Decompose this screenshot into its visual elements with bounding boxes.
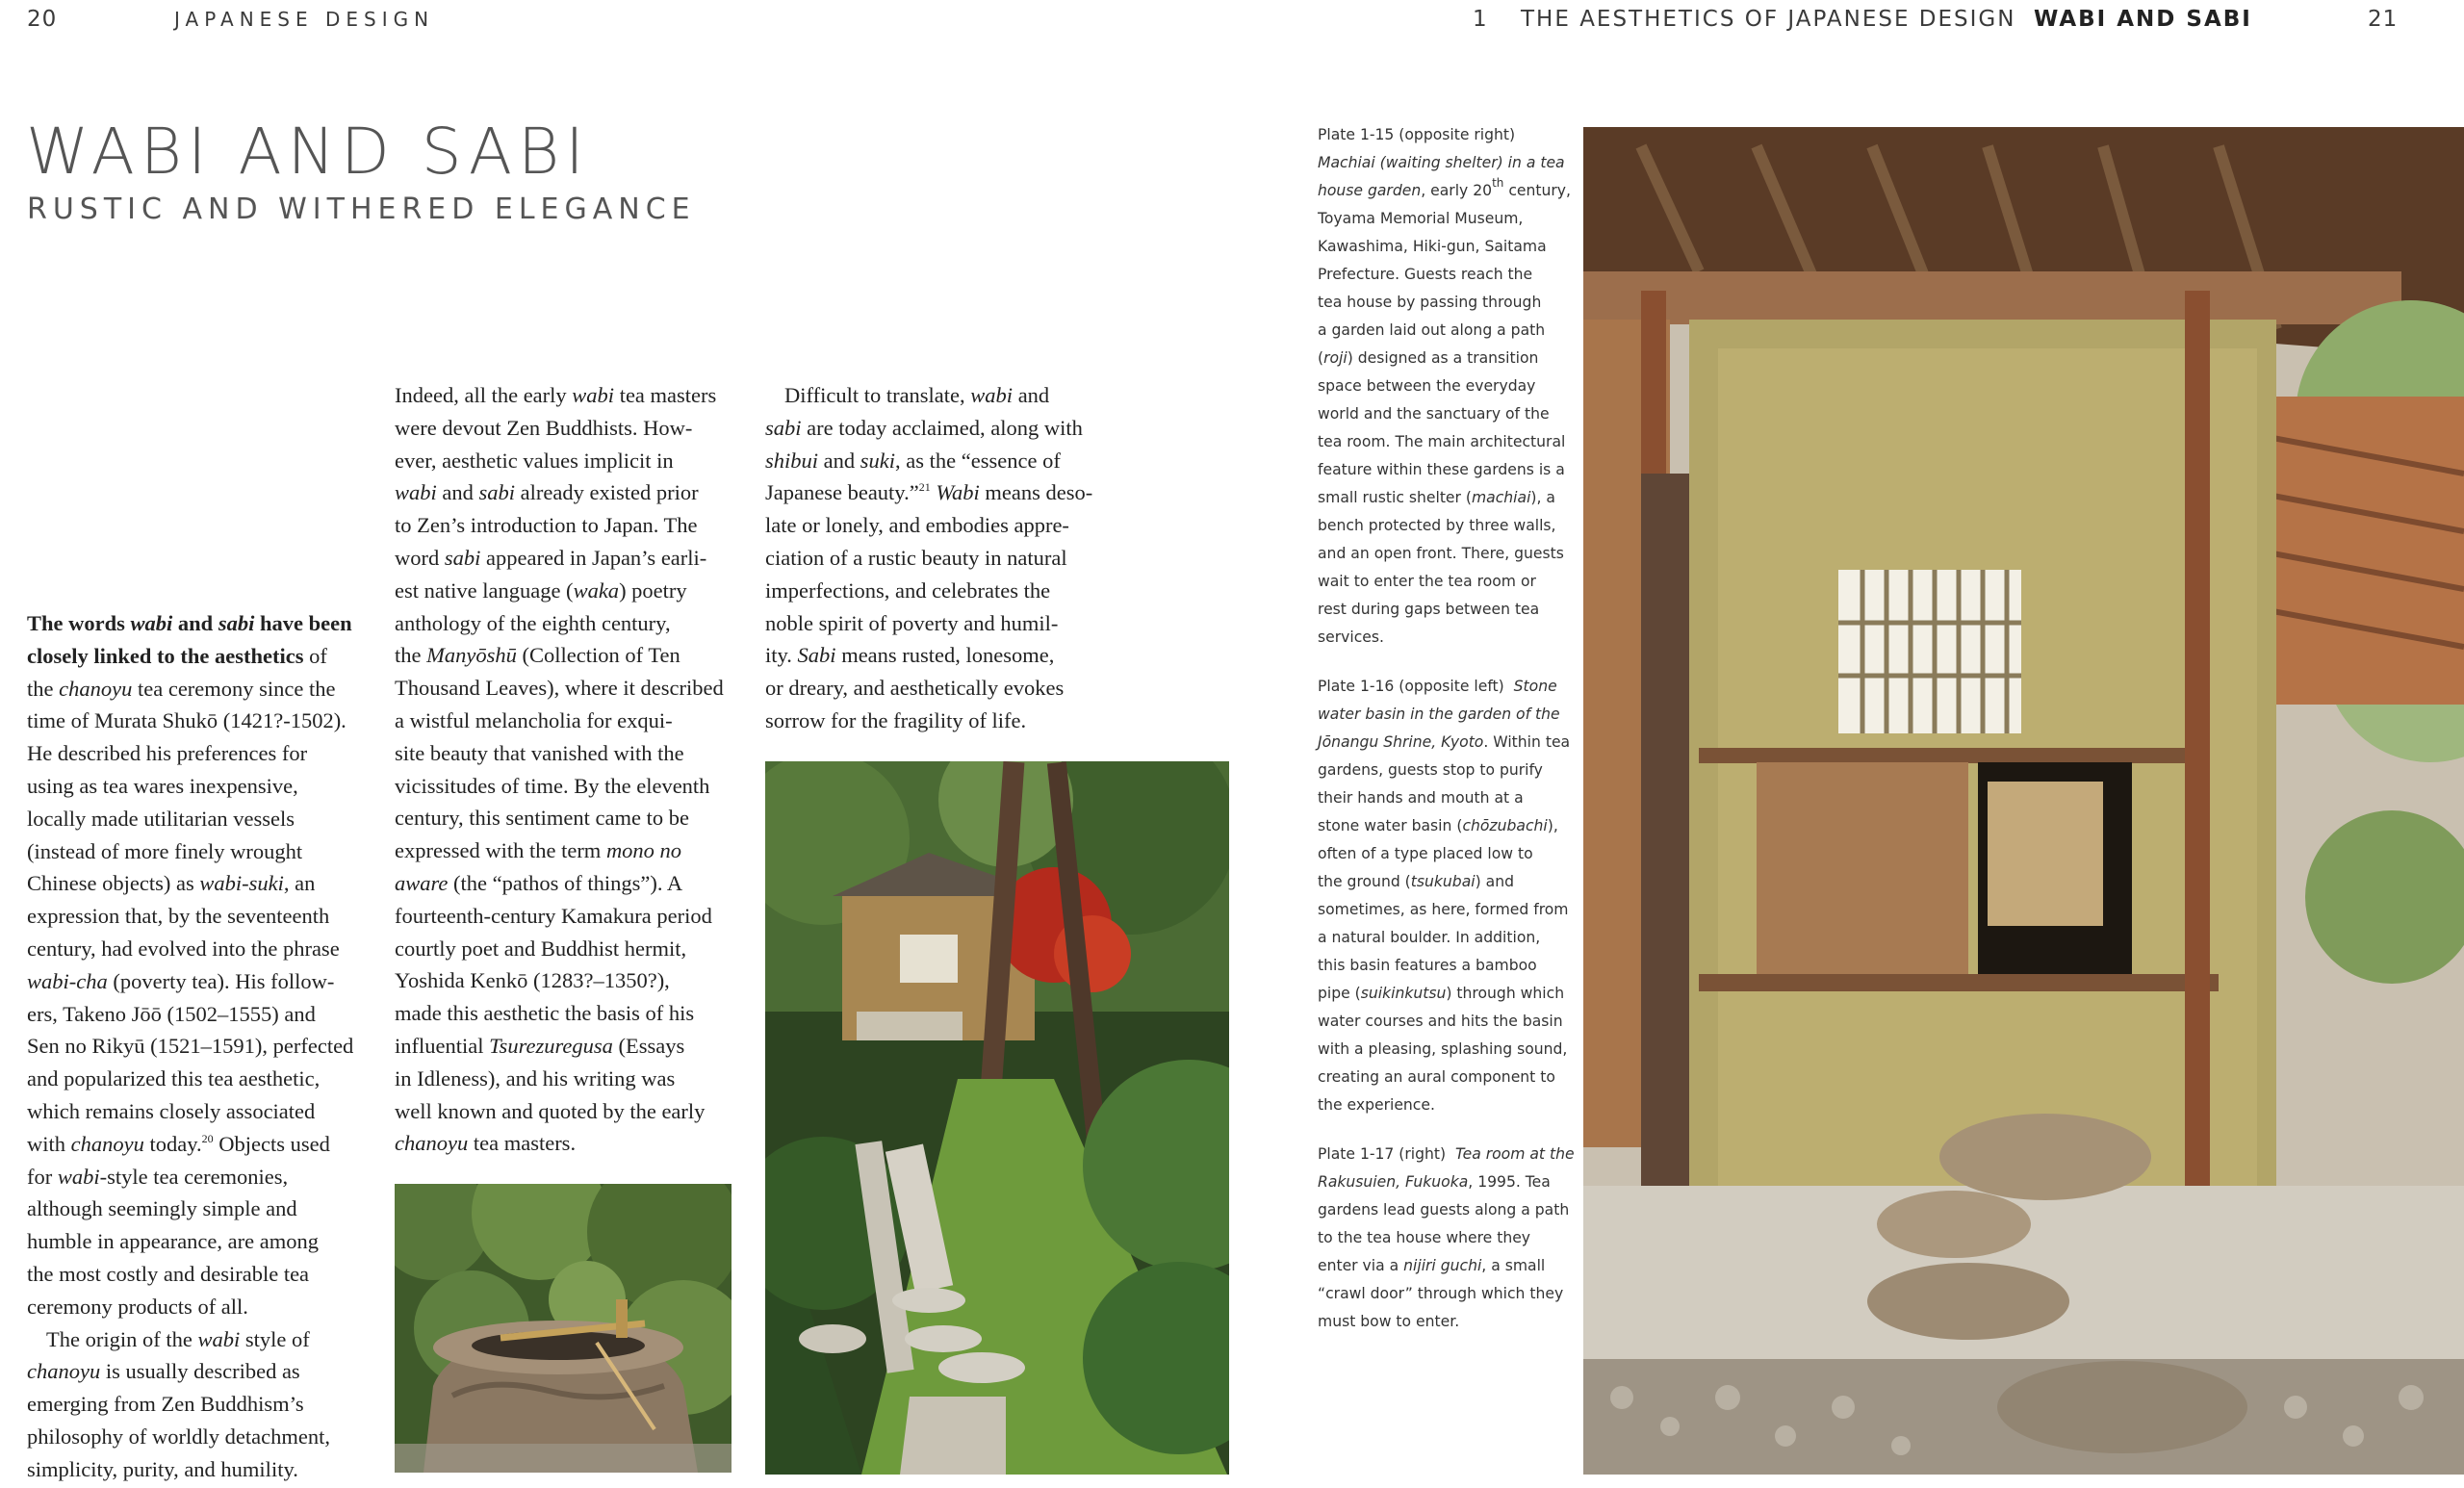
caption-plate-1-17: Plate 1-17 (right) Tea room at the Rakusuien, Fukuoka, 1995. Tea gardens lead guests along a path to the tea house where they enter via a nijiri guchi, a small “crawl door” through which they must bow to enter. xyxy=(1318,1145,1575,1330)
chapter-number: 1 xyxy=(1473,7,1487,32)
running-section-title: WABI AND SABI xyxy=(2034,7,2252,32)
tea-room-illustration xyxy=(1583,127,2464,1475)
body-column-1: The words wabi and sabi have been closely linked to the aesthetics of the chanoyu tea ceremony since the time of Murata Shukō (1421?-1502). He described his preferences for using as tea wares inexpensive, locally made utilitarian vessels (instead of more finely wrought Chinese objects) as wabi-suki, an expression that, by the seventeenth century, had evolved into the phrase wabi-cha (poverty tea). His follow- ers, Takeno Jōō (1502–1555) and Sen no Rikyū (1521–1591), perfected and popularized this tea aesthetic, which remains closely associated with chanoyu today.$^{20}$ Objects used for wabi-style tea ceremonies, although seemingly simple and humble in appearance, are among the most costly and desirable tea ceremony products of all. The origin of the wabi style of chanoyu is usually described as emerging from Zen Buddhism’s philosophy of worldly detachment, simplicity, purity, and humility. xyxy=(27,611,354,1481)
left-page-number: 20 xyxy=(27,7,58,32)
chapter-title: THE AESTHETICS OF JAPANESE DESIGN xyxy=(1521,7,2016,32)
photo-garden-path xyxy=(765,761,1229,1475)
photo-tea-room xyxy=(1583,127,2464,1475)
photo-water-basin xyxy=(395,1184,732,1473)
left-running-head: JAPANESE DESIGN xyxy=(174,8,435,31)
caption-plate-1-16: Plate 1-16 (opposite left) Stone water basin in the garden of the Jōnangu Shrine, Kyoto. Within tea gardens, guests stop to purify their hands and mouth at a stone water basin (chōzubachi), often of a type placed low to the ground (tsukubai) and sometimes, as here, formed from a natural boulder. In addition, this basin features a bamboo pipe (suikinkutsu) through which water courses and hits the basin with a pleasing, splashing sound, creating an aural component to the experience. xyxy=(1318,678,1571,1114)
plate-captions xyxy=(1318,121,1575,1336)
water-basin-illustration xyxy=(395,1184,732,1473)
page-subtitle: RUSTIC AND WITHERED ELEGANCE xyxy=(27,192,696,226)
garden-path-illustration xyxy=(765,761,1229,1475)
body-column-3: Difficult to translate, wabi and sabi are today acclaimed, along with shibui and suki, as the “essence of Japanese beauty.”$^{21}$ Wabi means deso- late or lonely, and embodies appre- ciation of a rustic beauty in natural imperfections, and celebrates the noble spirit of poverty and humil- ity. Sabi means rusted, lonesome, or dreary, and aesthetically evokes sorrow for the fragility of life. xyxy=(765,383,1093,732)
body-column-2: Indeed, all the early wabi tea masters were devout Zen Buddhists. How- ever, aesthetic values implicit in wabi and sabi already existed prior to Zen’s introduction to Japan. The word sabi appeared in Japan’s earli- est native language (waka) poetry anthology of the eighth century, the Manyōshū (Collection of Ten Thousand Leaves), where it described a wistful melancholia for exqui- site beauty that vanished with the vicissitudes of time. By the eleventh century, this sentiment came to be expressed with the term mono no aware (the “pathos of things”). A fourteenth-century Kamakura period courtly poet and Buddhist hermit, Yoshida Kenkō (1283?–1350?), made this aesthetic the basis of his influential Tsurezuregusa (Essays in Idleness), and his writing was well known and quoted by the early chanoyu tea masters. xyxy=(395,383,724,1156)
page-title: WABI AND SABI xyxy=(26,115,590,189)
caption-plate-1-15: Plate 1-15 (opposite right) Machiai (waiting shelter) in a tea house garden, early 20th century, Toyama Memorial Museum, Kawashima, Hiki-gun, Saitama Prefecture. Guests reach the tea house by passing through a garden laid out along a path (roji) designed as a transition space between the everyday world and the sanctuary of the tea room. The main architectural feature within these gardens is a small rustic shelter (machiai), a bench protected by three walls, and an open front. There, guests wait to enter the tea room or rest during gaps between tea services. xyxy=(1318,126,1571,646)
right-page-number: 21 xyxy=(2368,7,2399,32)
